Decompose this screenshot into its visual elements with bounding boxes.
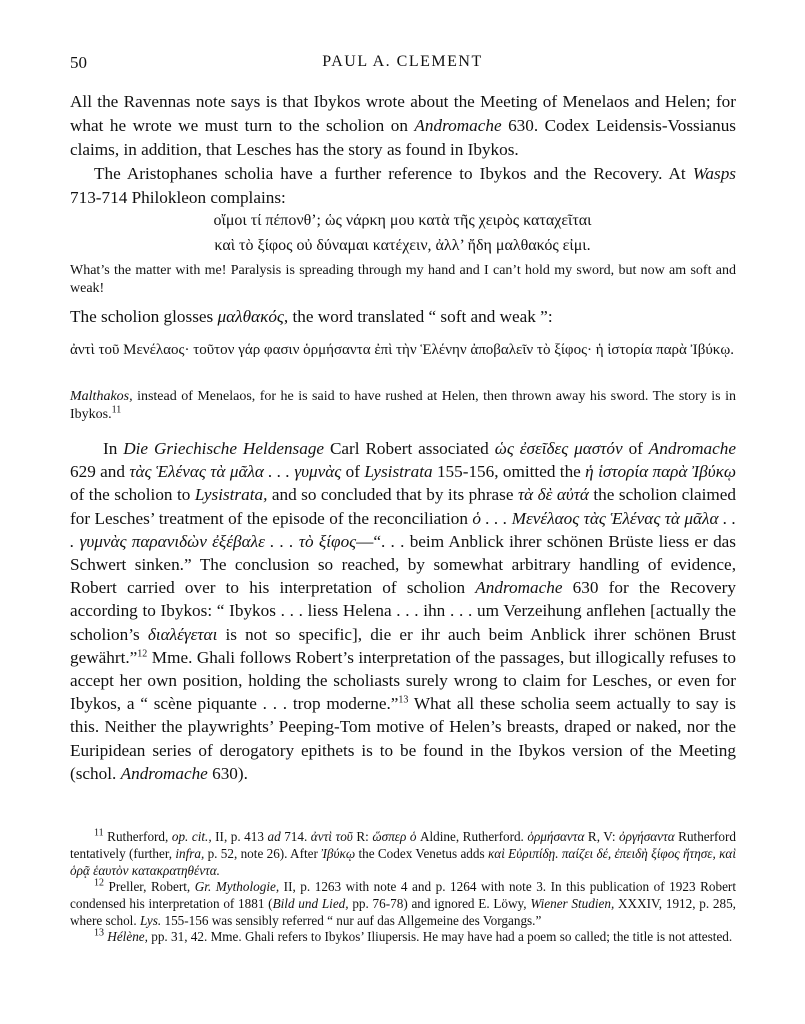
greek-quotation bbox=[0, 208, 805, 258]
intro-paragraph-1: All the Ravennas note says is that Ibykos wrote about the Meeting of Menelaos and Helen; for what he wrote we must turn to the scholion on Andromache 630. Codex Leidensis-Vossianus claims, in addition, that Lesches has the story as found in Ibykos. bbox=[70, 92, 736, 159]
quote-line-1: οἴμοι τί πέπονθ’; ὡς νάρκη μου κατὰ τῆς χειρὸς καταχεῖται bbox=[213, 212, 592, 229]
footnote-11: $^{11}$ Rutherford, op. cit., II, p. 413 ad 714. ἀντὶ τοῦ R: ὥσπερ ὁ Aldine, Rutherford. ὁρμήσαντα R, V: ὀργήσαντα Rutherford tentatively (further, infra, p. 52, note 26). After Ἰβύκῳ the Codex Venetus adds καὶ Εὐριπίδῃ. παίζει δέ, ἐπειδὴ ξίφος ἤτησε, καὶ ὁρᾷ ἑαυτὸν κατακρατηθέντα. bbox=[70, 827, 737, 878]
page-number: 50 bbox=[70, 53, 87, 72]
scholion-gloss-paragraph: The scholion glosses μαλθακός, the word translated “ soft and weak ”: bbox=[70, 307, 553, 326]
translation-1: What’s the matter with me! Paralysis is spreading through my hand and I can’t hold my sword, but now am soft and weak! bbox=[70, 263, 736, 296]
running-head: PAUL A. CLEMENT bbox=[322, 53, 483, 70]
footnote-13: $^{13}$ Hélène, pp. 31, 42. Mme. Ghali refers to Ibykos’ Iliupersis. He may have had a poem so called; the title is not attested. bbox=[94, 927, 733, 944]
intro-paragraph-2: The Aristophanes scholia have a further reference to Ibykos and the Recovery. At Wasps 713-714 Philokleon complains: bbox=[70, 164, 736, 207]
scholion-greek: ἀντὶ τοῦ Μενέλαος· τοῦτον γάρ φασιν ὁρμήσαντα ἐπὶ τὴν Ἑλένην ἀποβαλεῖν τὸ ξίφος· ἡ ἱστορία παρὰ Ἰβύκῳ. bbox=[70, 342, 734, 358]
footnote-ref-11[interactable]: 11 bbox=[111, 404, 122, 416]
intro-paragraphs bbox=[70, 90, 736, 210]
translation-2: Malthakos, instead of Menelaos, for he is said to have rushed at Helen, then thrown away his sword. The story is in Ibykos.$^{11}$ bbox=[70, 389, 736, 422]
footnote-ref-12[interactable]: 12 bbox=[137, 648, 148, 660]
main-paragraph: In Die Griechische Heldensage Carl Robert associated ὡς ἐσεῖδες μαστόν of Andromache 629 and τὰς Ἑλένας τὰ μᾶλα . . . γυμνὰς of Lysistrata 155-156, omitted the ἡ ἱστορία παρὰ Ἰβύκῳ of the scholion to Lysistrata, and so concluded that by its phrase τὰ δὲ αὐτά the scholion claimed for Lesches’ treatment of the episode of the reconciliation ὁ . . . Μενέλαος τὰς Ἑλένας τὰ μᾶλα . . . γυμνὰς παρανιδὼν ἐξέβαλε . . . τὸ ξίφος—“. . . beim Anblick ihrer schönen Brüste liess er das Schwert sinken.” The conclusion so reached, by somewhat arbitrary handling of evidence, Robert carried over to his interpretation of scholion Andromache 630 for the Recovery according to Ibykos: “ Ibykos . . . liess Helena . . . ihn . . . um Verzeihung anflehen [actually the scholion’s διαλέγεται is not so specific], die er ihr auch beim Anblick ihrer schönen Brust gewährt.”$^{12}$ Mme. Ghali follows Robert’s interpretation of the passages, but illogically refuses to accept her own position, holding the scholiasts surely wrong to claim for Lesches, or even for Ibykos, a “ scène piquante . . . trop moderne.”$^{13}$ What all these scholia seem actually to say is this. Neither the playwrights’ Peeping-Tom motive of Helen’s breasts, draped or naked, nor the Euripidean series of derogatory epithets is to be found in the Ibykos version of the Meeting (schol. Andromache 630). bbox=[70, 439, 737, 783]
footnote-ref-13[interactable]: 13 bbox=[398, 694, 409, 706]
quote-line-2: καὶ τὸ ξίφος οὐ δύναμαι κατέχειν, ἀλλ’ ἤδη μαλθακός εἰμι. bbox=[214, 237, 591, 254]
footnote-12: $^{12}$ Preller, Robert, Gr. Mythologie, II, p. 1263 with note 4 and p. 1264 with note 3. In this publication of 1923 Robert condensed his interpretation of 1881 (Bild und Lied, pp. 76-78) and ignored E. Löwy, Wiener Studien, XXXIV, 1912, p. 285, where schol. Lys. 155-156 was sensibly referred “ nur auf das Allgemeine des Vorgangs.” bbox=[70, 877, 736, 928]
